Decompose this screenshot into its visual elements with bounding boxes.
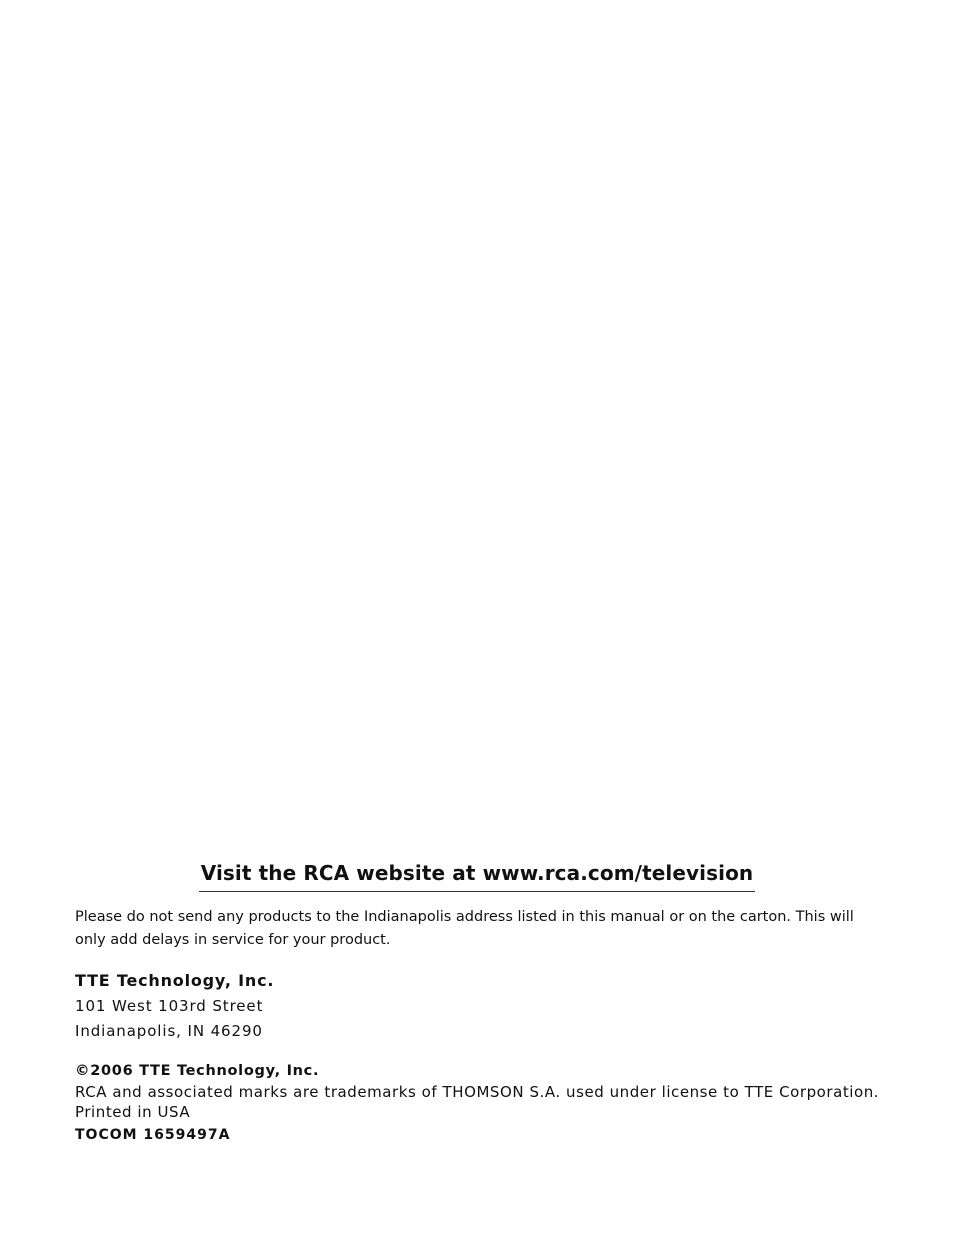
company-address-block bbox=[75, 968, 875, 1044]
address-city: Indianapolis, IN 46290 bbox=[75, 1022, 263, 1040]
trademark-notice: RCA and associated marks are trademarks of THOMSON S.A. used under license to TTE Corporation. bbox=[75, 1083, 880, 1101]
document-code: TOCOM 1659497A bbox=[75, 1127, 231, 1143]
shipping-notice: Please do not send any products to the Indianapolis address listed in this manual or on the carton. This will only add delays in service for your product. bbox=[75, 909, 854, 948]
legal-block bbox=[75, 1061, 905, 1146]
website-heading: Visit the RCA website at www.rca.com/television bbox=[199, 860, 756, 892]
address-street: 101 West 103rd Street bbox=[75, 997, 264, 1015]
company-name: TTE Technology, Inc. bbox=[75, 971, 275, 990]
printed-in: Printed in USA bbox=[75, 1103, 191, 1121]
website-heading-block bbox=[0, 858, 954, 892]
copyright-line: ©2006 TTE Technology, Inc. bbox=[75, 1063, 320, 1079]
